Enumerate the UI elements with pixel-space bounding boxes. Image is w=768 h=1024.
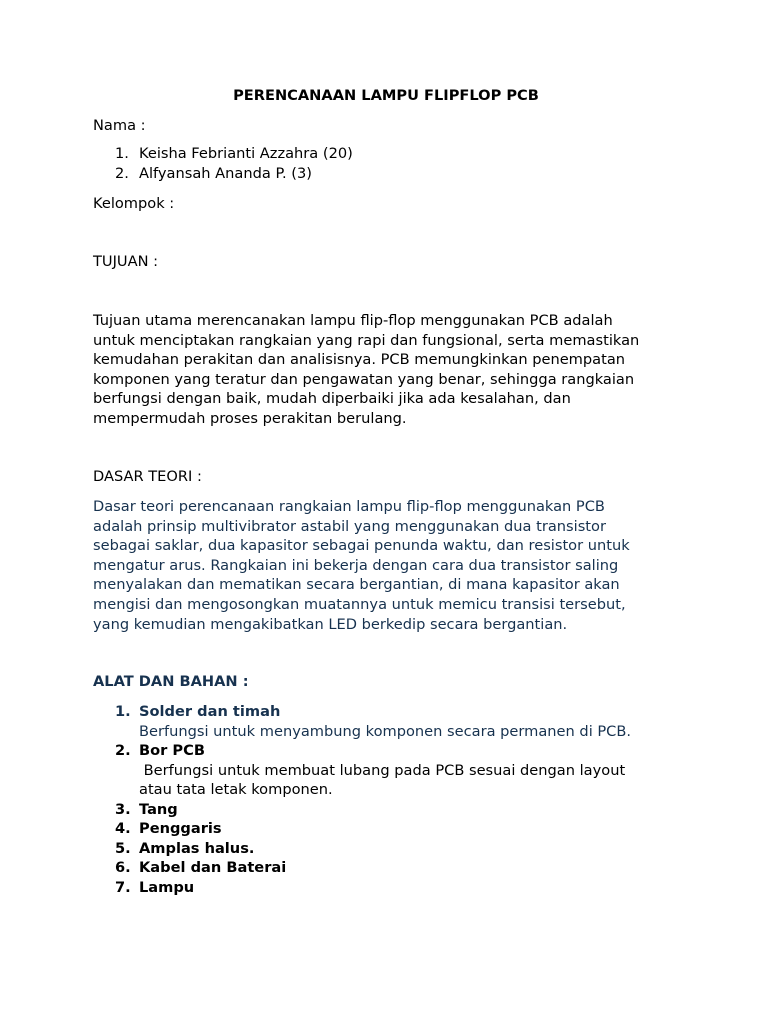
paragraph-line: adalah prinsip multivibrator astabil yang menggunakan dua transistor (93, 517, 606, 535)
item-name: Solder dan timah (139, 703, 281, 720)
paragraph-line: sebagai saklar, dua kapasitor sebagai penunda waktu, dan resistor untuk (93, 537, 630, 555)
paragraph-line: Tujuan utama merencanakan lampu flip-flop menggunakan PCB adalah (93, 312, 613, 329)
dasar-teori-heading: DASAR TEORI : (93, 468, 202, 485)
list-number: 6. (115, 859, 131, 876)
paragraph-line: berfungsi dengan baik, mudah diperbaiki jika ada kesalahan, dan (93, 390, 571, 408)
list-number: 1. (115, 145, 129, 162)
member-name: Alfyansah Ananda P. (3) (139, 165, 312, 182)
item-name: Lampu (139, 879, 195, 896)
item-name: Tang (139, 801, 178, 818)
list-number: 1. (115, 703, 131, 720)
kelompok-label: Kelompok : (93, 195, 175, 212)
list-number: 7. (115, 879, 131, 896)
nama-label: Nama : (93, 117, 146, 134)
tujuan-paragraph (93, 311, 693, 429)
list-number: 2. (115, 165, 129, 182)
paragraph-line: mempermudah proses perakitan berulang. (93, 409, 407, 427)
paragraph-line: kemudahan perakitan dan analisisnya. PCB memungkinkan penempatan (93, 351, 626, 369)
paragraph-line: mengatur arus. Rangkaian ini bekerja dengan cara dua transistor saling (93, 556, 619, 574)
list-number: 5. (115, 840, 131, 857)
paragraph-line: Dasar teori perencanaan rangkaian lampu flip-flop menggunakan PCB (93, 498, 605, 515)
item-name: Bor PCB (139, 742, 205, 759)
alat-bahan-heading: ALAT DAN BAHAN : (93, 673, 249, 690)
item-description: Berfungsi untuk menyambung komponen secara permanen di PCB. (139, 723, 632, 740)
item-name: Kabel dan Baterai (139, 859, 287, 876)
list-number: 3. (115, 801, 131, 818)
document-title: PERENCANAAN LAMPU FLIPFLOP PCB (233, 87, 539, 104)
list-number: 4. (115, 820, 131, 837)
tujuan-heading: TUJUAN : (93, 253, 159, 270)
paragraph-line: menyalakan dan mematikan secara bergantian, di mana kapasitor akan (93, 576, 620, 594)
paragraph-line: komponen yang teratur dan pengawatan yang benar, sehingga rangkaian (93, 370, 635, 388)
paragraph-line: mengisi dan mengosongkan muatannya untuk memicu transisi tersebut, (93, 595, 626, 613)
list-number: 2. (115, 742, 131, 759)
item-name: Amplas halus. (139, 840, 255, 857)
item-description: atau tata letak komponen. (139, 781, 333, 798)
paragraph-line: untuk menciptakan rangkaian yang rapi dan fungsional, serta memastikan (93, 331, 640, 349)
item-description: Berfungsi untuk membuat lubang pada PCB sesuai dengan layout (139, 762, 626, 779)
paragraph-line: yang kemudian mengakibatkan LED berkedip secara bergantian. (93, 615, 568, 633)
item-name: Penggaris (139, 820, 222, 837)
member-name: Keisha Febrianti Azzahra (20) (139, 145, 353, 162)
dasar-teori-paragraph (93, 497, 693, 634)
